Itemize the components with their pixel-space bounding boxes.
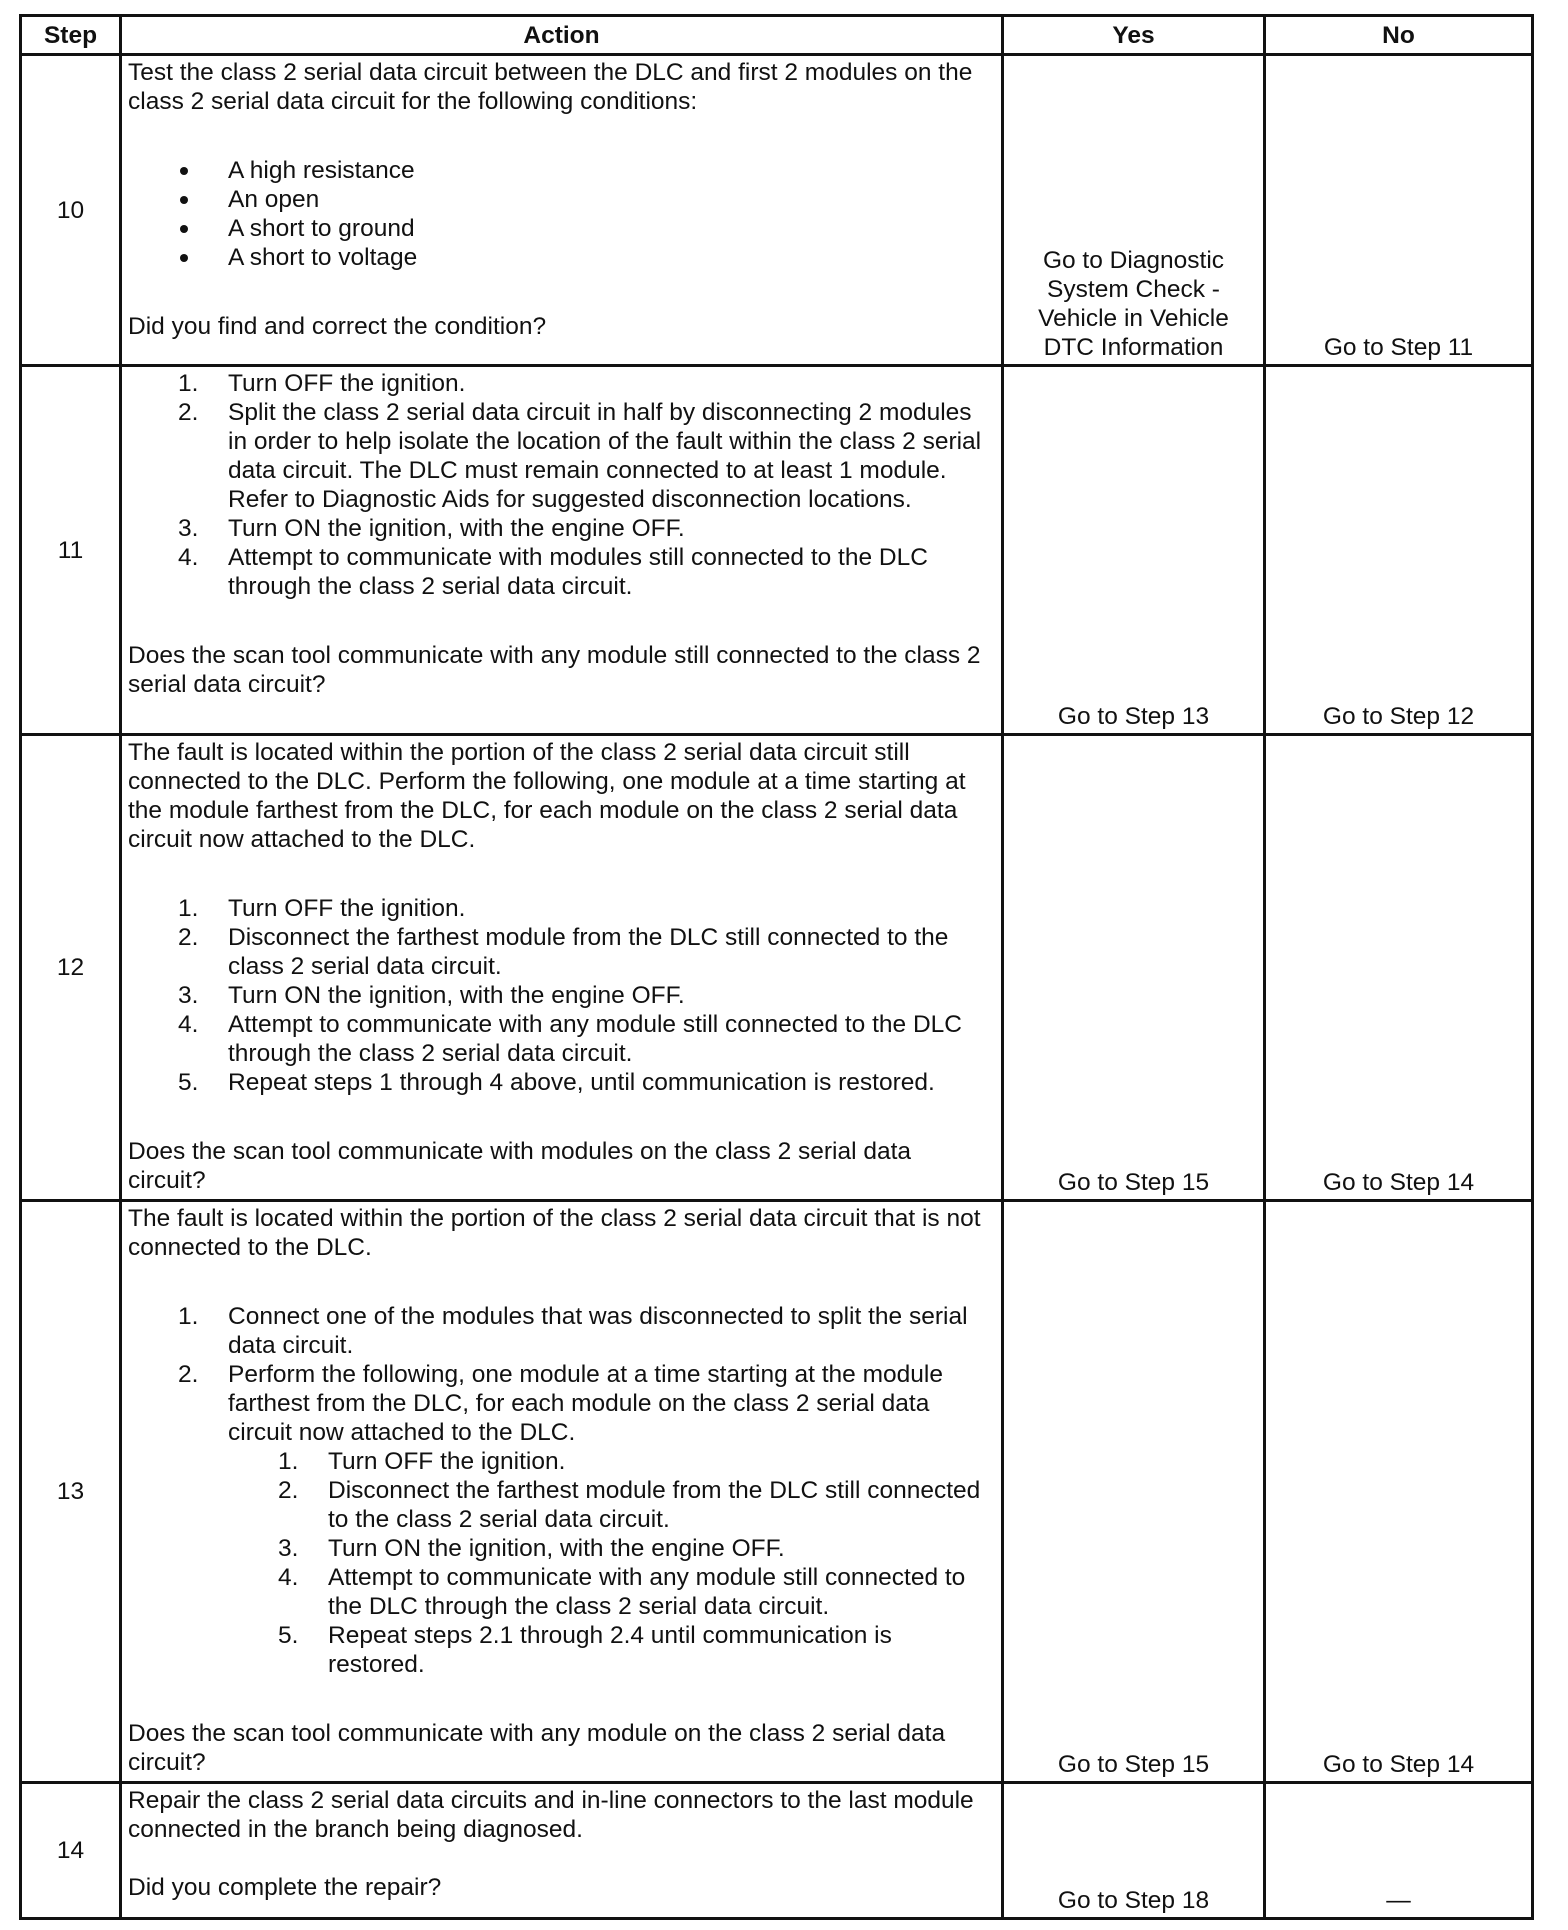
action-intro: Repair the class 2 serial data circuits and in-line connectors to the last module connected in the branch being diagnosed. xyxy=(128,1787,974,1843)
procedure-list xyxy=(128,369,995,601)
list-item: A high resistance xyxy=(128,156,995,185)
action-cell xyxy=(121,1201,1003,1783)
action-question: Does the scan tool communicate with any module on the class 2 serial data circuit? xyxy=(128,1720,946,1776)
list-item: 5. Repeat steps 2.1 through 2.4 until communication is restored. xyxy=(278,1622,892,1678)
action-cell xyxy=(121,55,1003,366)
action-question: Did you complete the repair? xyxy=(128,1874,442,1901)
action-intro: Test the class 2 serial data circuit between the DLC and first 2 modules on the class 2 serial data circuit for the following conditions: xyxy=(128,59,973,115)
action-question: Does the scan tool communicate with modules on the class 2 serial data circuit? xyxy=(128,1138,912,1194)
no-outcome: — xyxy=(1265,1783,1533,1919)
bullet-icon xyxy=(180,167,188,175)
step-number: 11 xyxy=(21,366,121,735)
no-outcome: Go to Step 14 xyxy=(1265,735,1533,1201)
table-row-step-11 xyxy=(21,366,1533,735)
table-row-step-12 xyxy=(21,735,1533,1201)
list-item: 3. Turn ON the ignition, with the engine OFF. xyxy=(178,982,685,1009)
list-item: 1. Connect one of the modules that was disconnected to split the serial data circuit. xyxy=(178,1303,968,1359)
yes-outcome: Go to Step 15 xyxy=(1003,1201,1265,1783)
yes-outcome: Go to Step 13 xyxy=(1003,366,1265,735)
action-question: Did you find and correct the condition? xyxy=(128,313,547,340)
yes-outcome: Go to Diagnostic System Check - Vehicle in Vehicle DTC Information xyxy=(1003,55,1265,366)
header-action: Action xyxy=(121,16,1003,55)
header-no: No xyxy=(1265,16,1533,55)
procedure-list xyxy=(128,894,995,1097)
list-item: An open xyxy=(128,185,995,214)
table-row-step-14 xyxy=(21,1783,1533,1919)
sub-procedure-list xyxy=(128,1447,995,1679)
list-item: A short to ground xyxy=(128,214,995,243)
bullet-icon xyxy=(180,225,188,233)
procedure-list xyxy=(128,1302,995,1447)
list-item: 5. Repeat steps 1 through 4 above, until communication is restored. xyxy=(178,1069,935,1096)
list-item: 2. Disconnect the farthest module from the DLC still connected to the class 2 serial data circuit. xyxy=(278,1477,981,1533)
list-item: 4. Attempt to communicate with any module still connected to the DLC through the class 2 serial data circuit. xyxy=(178,1011,962,1067)
table-row-step-13 xyxy=(21,1201,1533,1783)
action-question: Does the scan tool communicate with any module still connected to the class 2 serial data circuit? xyxy=(128,642,981,698)
table-row-step-10 xyxy=(21,55,1533,366)
list-item: 2. Perform the following, one module at a time starting at the module farthest from the DLC, for each module on the class 2 serial data circuit now attached to the DLC. xyxy=(178,1361,943,1446)
list-item: A short to voltage xyxy=(128,243,995,272)
no-outcome: Go to Step 14 xyxy=(1265,1201,1533,1783)
step-number: 10 xyxy=(21,55,121,366)
list-item: 1. Turn OFF the ignition. xyxy=(278,1448,566,1475)
action-intro: The fault is located within the portion of the class 2 serial data circuit still connected to the DLC. Perform the following, one module at a time starting at the module farthest from the DLC, for each module on the class 2 serial data circuit now attached to the DLC. xyxy=(128,739,966,853)
bullet-icon xyxy=(180,196,188,204)
list-item: 2. Disconnect the farthest module from the DLC still connected to the class 2 serial data circuit. xyxy=(178,924,949,980)
action-intro: The fault is located within the portion of the class 2 serial data circuit that is not connected to the DLC. xyxy=(128,1205,981,1261)
condition-list xyxy=(128,156,995,272)
list-item: 1. Turn OFF the ignition. xyxy=(178,370,466,397)
list-item: 3. Turn ON the ignition, with the engine OFF. xyxy=(178,515,685,542)
header-row xyxy=(21,16,1533,55)
diagnostic-table xyxy=(19,14,1534,1920)
step-number: 13 xyxy=(21,1201,121,1783)
action-cell xyxy=(121,366,1003,735)
action-cell xyxy=(121,1783,1003,1919)
action-cell xyxy=(121,735,1003,1201)
step-number: 12 xyxy=(21,735,121,1201)
list-item: 1. Turn OFF the ignition. xyxy=(178,895,466,922)
step-number: 14 xyxy=(21,1783,121,1919)
no-outcome: Go to Step 12 xyxy=(1265,366,1533,735)
header-yes: Yes xyxy=(1003,16,1265,55)
list-item: 2. Split the class 2 serial data circuit in half by disconnecting 2 modules in order to help isolate the location of the fault within the class 2 serial data circuit. The DLC must remain connected to at least 1 module. Refer to Diagnostic Aids for suggested disconnection locations. xyxy=(178,399,982,513)
bullet-icon xyxy=(180,254,188,262)
list-item: 3. Turn ON the ignition, with the engine OFF. xyxy=(278,1535,785,1562)
list-item: 4. Attempt to communicate with modules still connected to the DLC through the class 2 serial data circuit. xyxy=(178,544,928,600)
yes-outcome: Go to Step 18 xyxy=(1003,1783,1265,1919)
yes-outcome: Go to Step 15 xyxy=(1003,735,1265,1201)
no-outcome: Go to Step 11 xyxy=(1265,55,1533,366)
list-item: 4. Attempt to communicate with any module still connected to the DLC through the class 2 serial data circuit. xyxy=(278,1564,966,1620)
header-step: Step xyxy=(21,16,121,55)
